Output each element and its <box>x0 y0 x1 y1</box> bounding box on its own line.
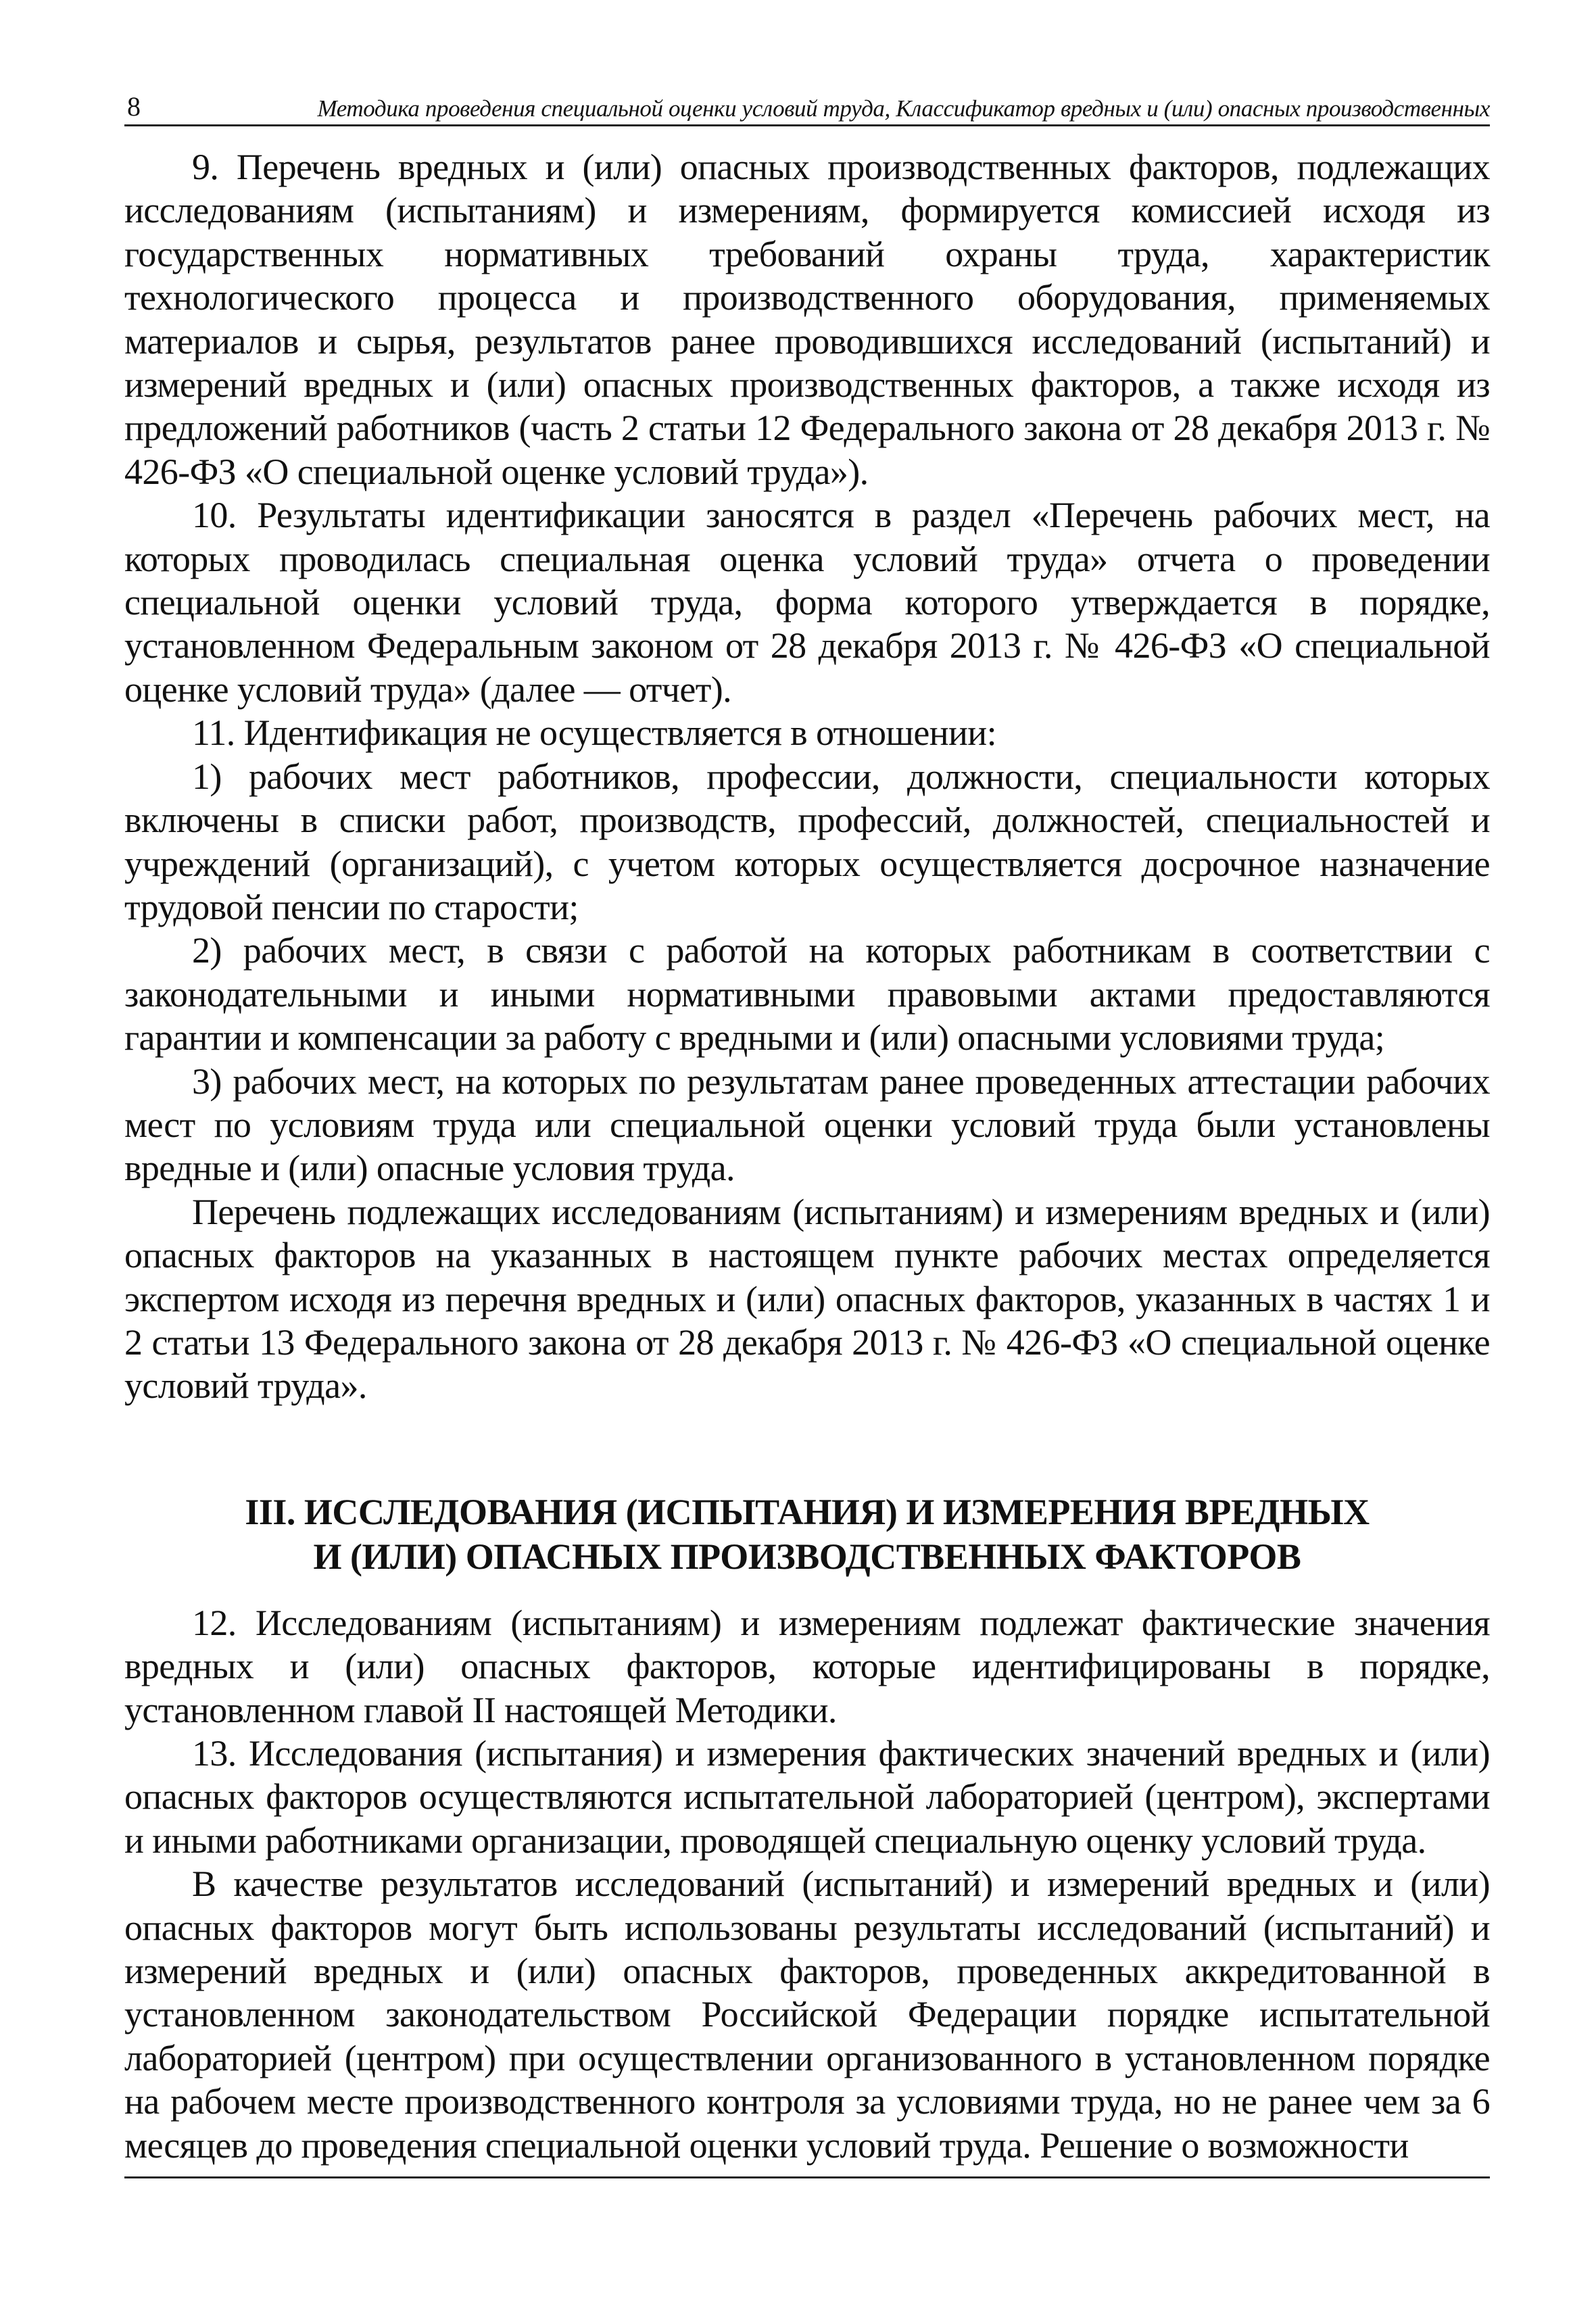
paragraph-item-11: 11. Идентификация не осуществляется в отношении: <box>192 712 996 754</box>
running-title: Методика проведения специальной оценки условий труда, Классификатор вредных и (или) опасных производственных <box>317 95 1490 122</box>
paragraph-item-13: 13. Исследования (испытания) и измерения фактических значений вредных и (или) опасных факторов осуществляются испытательной лабораторией (центром), экспертами и иными работниками организации, проводящей специальную оценку условий труда. <box>124 1733 1490 1861</box>
paragraph-subitem-3: 3) рабочих мест, на которых по результатам ранее проведенных аттестации рабочих мест по условиям труда или специальной оценки условий труда были установлены вредные и (или) опасные условия труда. <box>124 1061 1490 1189</box>
section-heading-line-2: И (ИЛИ) ОПАСНЫХ ПРОИЗВОДСТВЕННЫХ ФАКТОРОВ <box>313 1536 1301 1577</box>
running-header <box>124 80 1490 126</box>
paragraph-subitem-2: 2) рабочих мест, в связи с работой на которых работникам в соответствии с законодательными и иными нормативными правовыми актами предоставляются гарантии и компенсации за работу с вредными и (или) опасными условиями труда; <box>124 930 1490 1058</box>
page-number: 8 <box>127 91 141 122</box>
paragraph-item-10: 10. Результаты идентификации заносятся в раздел «Перечень рабочих мест, на которых проводилась специальная оценка условий труда» отчета о проведении специальной оценки условий труда, форма которого утверждается в порядке, установленном Федеральным законом от 28 декабря 2013 г. № 426-ФЗ «О специальной оценке условий труда» (далее — отчет). <box>124 495 1490 710</box>
paragraph-item-12: 12. Исследованиям (испытаниям) и измерениям подлежат фактические значения вредных и (или) опасных факторов, которые идентифицированы в порядке, установленном главой II настоящей Методики. <box>124 1602 1490 1730</box>
body-text-after-heading <box>124 1601 1490 2167</box>
paragraph-item-9: 9. Перечень вредных и (или) опасных производственных факторов, подлежащих исследованиям (испытаниям) и измерениям, формируется комиссией исходя из государственных нормативных требований охраны труда, характеристик технологического процесса и производственного оборудования, применяемых материалов и сырья, результатов ранее проводившихся исследований (испытаний) и измерений вредных и (или) опасных производственных факторов, а также исходя из предложений работников (часть 2 статьи 12 Федерального закона от 28 декабря 2013 г. № 426-ФЗ «О специальной оценке условий труда»). <box>124 147 1490 492</box>
paragraph-results-usage: В качестве результатов исследований (испытаний) и измерений вредных и (или) опасных факторов могут быть использованы результаты исследований (испытаний) и измерений вредных и (или) опасных факторов, проведенных аккредитованной в установленном законодательством Российской Федерации порядке испытательной лабораторией (центром) при осуществлении организованного в установленном порядке на рабочем месте производственного контроля за условиями труда, но не ранее чем за 6 месяцев до проведения специальной оценки условий труда. Решение о возможности <box>124 1863 1490 2166</box>
section-heading <box>124 1490 1490 1579</box>
body-text-before-heading <box>124 145 1490 1408</box>
document-page <box>124 80 1490 2184</box>
paragraph-subitem-1: 1) рабочих мест работников, профессии, должности, специальности которых включены в списки работ, производств, профессий, должностей, специальностей и учреждений (организаций), с учетом которых осуществляется досрочное назначение трудовой пенсии по старости; <box>124 756 1490 927</box>
section-heading-line-1: III. ИССЛЕДОВАНИЯ (ИСПЫТАНИЯ) И ИЗМЕРЕНИЯ ВРЕДНЫХ <box>245 1491 1370 1532</box>
paragraph-expert-list: Перечень подлежащих исследованиям (испытаниям) и измерениям вредных и (или) опасных факторов на указанных в настоящем пункте рабочих местах определяется экспертом исходя из перечня вредных и (или) опасных факторов, указанных в частях 1 и 2 статьи 13 Федерального закона от 28 декабря 2013 г. № 426-ФЗ «О специальной оценке условий труда». <box>124 1191 1490 1407</box>
bottom-rule <box>124 2176 1490 2178</box>
